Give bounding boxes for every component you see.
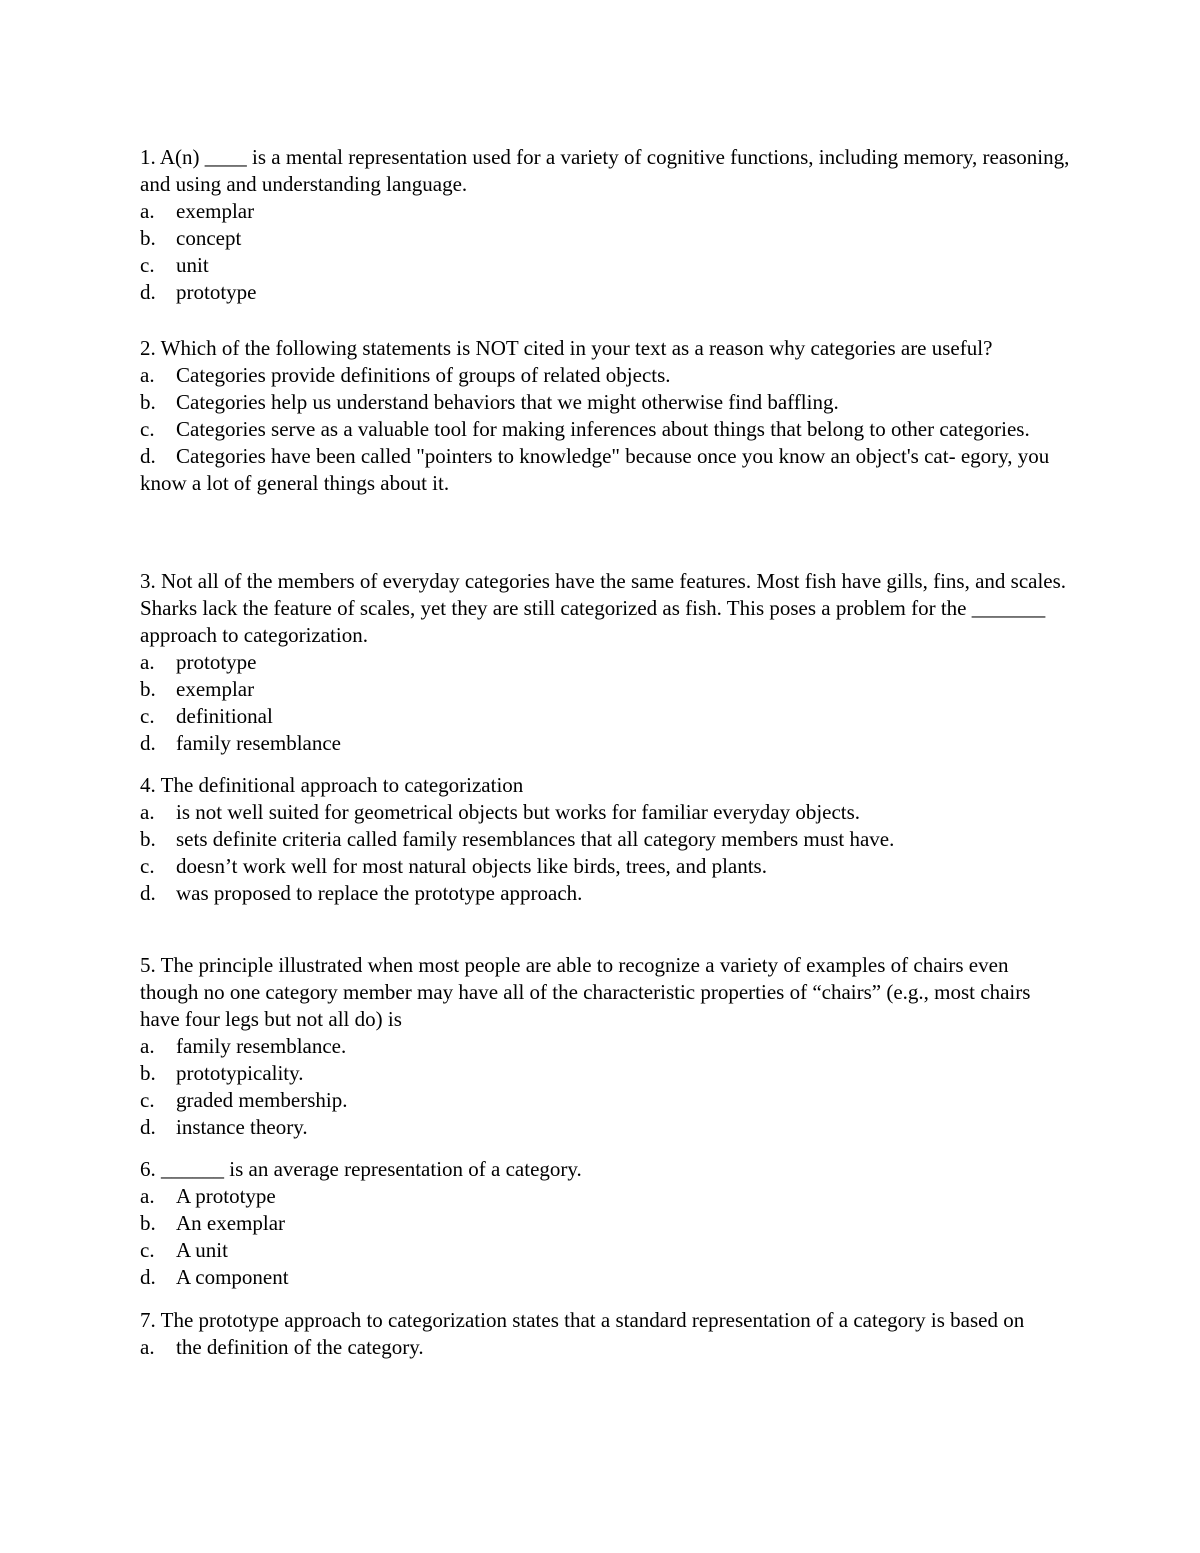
option-letter: a. xyxy=(140,1184,155,1208)
option-letter: c. xyxy=(140,1238,155,1262)
option-text: was proposed to replace the prototype approach. xyxy=(176,881,583,905)
option-letter: c. xyxy=(140,1088,155,1112)
option-letter: b. xyxy=(140,1211,156,1235)
option-letter: c. xyxy=(140,854,155,878)
question-stem: 6. ______ is an average representation of a category. xyxy=(140,1157,582,1181)
option-text: A component xyxy=(176,1265,289,1289)
option-text: concept xyxy=(176,226,242,250)
option-text: Categories provide definitions of groups of related objects. xyxy=(176,363,671,387)
option-text: prototypicality. xyxy=(176,1061,304,1085)
option-letter: a. xyxy=(140,650,155,674)
option-text: A prototype xyxy=(176,1184,276,1208)
option-letter: b. xyxy=(140,827,156,851)
option-d xyxy=(140,1264,1070,1291)
option-text: prototype xyxy=(176,650,257,674)
option-b xyxy=(140,1210,1070,1237)
question-2 xyxy=(140,335,1070,497)
question-6 xyxy=(140,1156,1070,1291)
option-d xyxy=(140,1114,1070,1141)
option-letter: a. xyxy=(140,800,155,824)
option-letter: d. xyxy=(140,1115,156,1139)
option-text: A unit xyxy=(176,1238,228,1262)
option-text: is not well suited for geometrical objects but works for familiar everyday objects. xyxy=(176,800,861,824)
option-a xyxy=(140,1334,1070,1361)
option-a xyxy=(140,799,1070,826)
question-5 xyxy=(140,952,1070,1141)
option-letter: b. xyxy=(140,390,156,414)
option-text: sets definite criteria called family resemblances that all category members must have. xyxy=(176,827,895,851)
option-letter: c. xyxy=(140,253,155,277)
option-c xyxy=(140,416,1070,443)
option-text: the definition of the category. xyxy=(176,1335,424,1359)
option-d xyxy=(140,730,1070,757)
option-c xyxy=(140,853,1070,880)
option-a xyxy=(140,362,1070,389)
question-stem: 7. The prototype approach to categorization states that a standard representation of a category is based on xyxy=(140,1308,1025,1332)
option-d xyxy=(140,443,1070,497)
question-stem: 4. The definitional approach to categorization xyxy=(140,773,524,797)
option-letter: a. xyxy=(140,363,155,387)
option-text: Categories serve as a valuable tool for making inferences about things that belong to other categories. xyxy=(176,417,1030,441)
option-text: exemplar xyxy=(176,199,255,223)
option-text: family resemblance. xyxy=(176,1034,347,1058)
question-stem: 1. A(n) ____ is a mental representation used for a variety of cognitive functions, including memory, reasoning, and using and understanding language. xyxy=(140,145,1070,196)
option-letter: c. xyxy=(140,417,155,441)
question-3 xyxy=(140,568,1070,757)
question-stem: 5. The principle illustrated when most people are able to recognize a variety of examples of chairs even though no one category member may have all of the characteristic properties of “chairs” (e.g., most chairs have four legs but not all do) is xyxy=(140,953,1031,1031)
question-1 xyxy=(140,144,1070,306)
option-text: unit xyxy=(176,253,209,277)
option-text: graded membership. xyxy=(176,1088,348,1112)
option-d xyxy=(140,279,1070,306)
option-c xyxy=(140,1087,1070,1114)
option-b xyxy=(140,389,1070,416)
option-text: prototype xyxy=(176,280,257,304)
option-b xyxy=(140,1060,1070,1087)
question-stem: 2. Which of the following statements is NOT cited in your text as a reason why categories are useful? xyxy=(140,336,993,360)
option-letter: d. xyxy=(140,1265,156,1289)
option-a xyxy=(140,1033,1070,1060)
option-letter: a. xyxy=(140,199,155,223)
option-text: An exemplar xyxy=(176,1211,286,1235)
option-text: exemplar xyxy=(176,677,255,701)
option-c xyxy=(140,703,1070,730)
option-letter: c. xyxy=(140,704,155,728)
question-stem: 3. Not all of the members of everyday categories have the same features. Most fish have gills, fins, and scales. Sharks lack the feature of scales, yet they are still categorized as fish. This poses a problem for the _______ approach to categorization. xyxy=(140,569,1067,647)
question-7 xyxy=(140,1307,1070,1361)
option-b xyxy=(140,225,1070,252)
option-a xyxy=(140,1183,1070,1210)
option-text: definitional xyxy=(176,704,273,728)
option-a xyxy=(140,649,1070,676)
question-4 xyxy=(140,772,1070,907)
option-c xyxy=(140,1237,1070,1264)
option-c xyxy=(140,252,1070,279)
option-text: instance theory. xyxy=(176,1115,308,1139)
option-d xyxy=(140,880,1070,907)
option-b xyxy=(140,676,1070,703)
option-text: Categories have been called "pointers to knowledge" because once you know an object's cat- egory, you know a lot of general things about it. xyxy=(140,444,1050,495)
option-letter: d. xyxy=(140,731,156,755)
option-b xyxy=(140,826,1070,853)
option-letter: b. xyxy=(140,677,156,701)
option-letter: b. xyxy=(140,226,156,250)
option-letter: a. xyxy=(140,1034,155,1058)
option-a xyxy=(140,198,1070,225)
option-text: doesn’t work well for most natural objects like birds, trees, and plants. xyxy=(176,854,767,878)
option-letter: b. xyxy=(140,1061,156,1085)
option-text: family resemblance xyxy=(176,731,342,755)
option-letter: d. xyxy=(140,280,156,304)
option-letter: d. xyxy=(140,881,156,905)
option-text: Categories help us understand behaviors that we might otherwise find baffling. xyxy=(176,390,839,414)
option-letter: a. xyxy=(140,1335,155,1359)
option-letter: d. xyxy=(140,444,156,468)
